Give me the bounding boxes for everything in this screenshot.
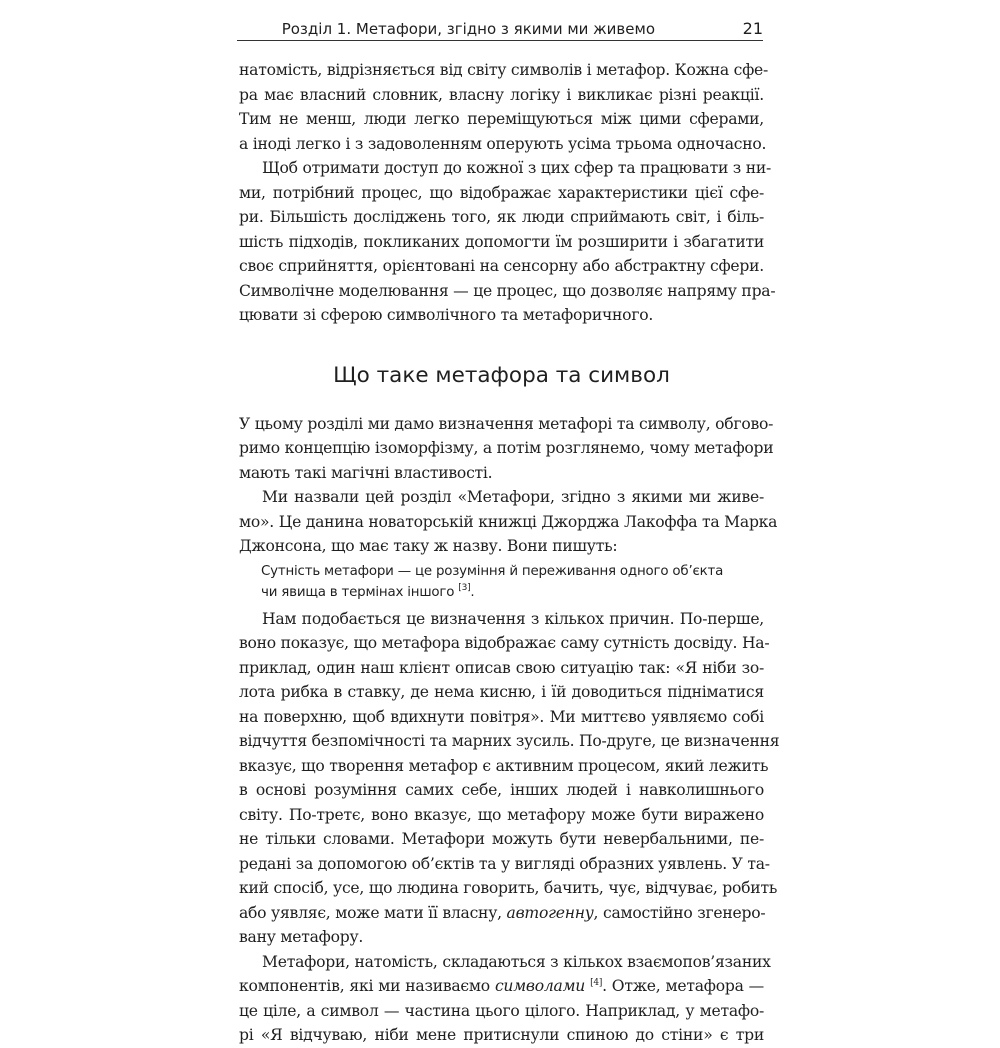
running-title: Розділ 1. Метафори, згідно з якими ми живемо [281, 20, 655, 38]
text-line: ри. Більшість досліджень того, як люди сприймають світ, і біль- [239, 208, 764, 226]
text-line: Тим не менш, люди легко переміщуються між цими сферами, [239, 110, 764, 128]
quote-text: чи явища в термінах іншого [261, 584, 455, 600]
page-number: 21 [742, 19, 763, 38]
text-line: на поверхню, щоб вдихнути повітря». Ми миттєво уявляємо собі [239, 707, 764, 726]
text-line: У цьому розділі ми дамо визначення метафорі та символу, обгово- [239, 414, 774, 433]
italic-term: автогенну [506, 903, 594, 922]
text-run: компонентів, які ми називаємо [239, 977, 495, 995]
citation-ref: [3] [458, 582, 471, 593]
text-line: Символічне моделювання — це процес, що дозволяє напряму пра- [239, 281, 776, 300]
text-line: в основі розуміння самих себе, інших людей і навколишнього [239, 781, 764, 799]
paragraph-definition [239, 607, 780, 950]
text-run: , самостійно згенеро- [593, 903, 766, 922]
text-line: приклад, один наш клієнт описав свою ситуацію так: «Я ніби зо- [239, 658, 764, 677]
text-line: мо». Це данина новаторській книжці Джорджа Лакоффа та Марка [239, 512, 778, 531]
text-line: кий спосіб, усе, що людина говорить, бачить, чує, відчуває, робить [239, 879, 778, 897]
text-line: Щоб отримати доступ до кожної з цих сфер та працювати з ни- [262, 159, 772, 177]
text-line: ра має власний словник, власну логіку і викликає різні реакції. [239, 85, 764, 104]
text-line: Нам подобається це визначення з кількох причин. По-перше, [262, 609, 764, 628]
text-line: лота рибка в ставку, де нема кисню, і їй доводиться підніматися [239, 683, 764, 701]
text-line: а іноді легко і з задоволенням оперують усіма трьома одночасно. [239, 134, 767, 153]
text-line: редані за допомогою об’єктів та у вигляді образних уявлень. У та- [239, 854, 770, 873]
text-line: Метафори, натомість, складаються з кількох взаємопов’язаних [262, 952, 771, 971]
text-line: не тільки словами. Метафори можуть бути невербальними, пе- [239, 830, 764, 848]
text-line: шість підходів, покликаних допомогти їм розширити і збагатити [239, 232, 764, 251]
text-line [239, 901, 764, 926]
paragraph-lakoff [239, 485, 778, 559]
section-heading: Що таке метафора та символ [333, 362, 670, 388]
text-line [239, 974, 764, 999]
quote-line [261, 582, 764, 603]
italic-term: символами [494, 977, 586, 995]
text-line: вказує, що творення метафор є активним процесом, який лежить [239, 756, 769, 775]
paragraph-section-intro [239, 412, 774, 486]
text-line: воно показує, що метафора відображає саму сутність досвіду. На- [239, 634, 770, 652]
text-run: або уявляє, може мати її власну, [239, 903, 507, 922]
text-line: своє сприйняття, орієнтовані на сенсорну або абстрактну сфери. [239, 257, 764, 275]
text-line: Ми назвали цей розділ «Метафори, згідно з якими ми живе- [262, 488, 764, 506]
text-line: Джонсона, що має таку ж назву. Вони пишуть: [239, 537, 618, 555]
text-line: вану метафору. [239, 928, 364, 946]
paragraph-access [239, 156, 776, 328]
text-line: рі «Я відчуваю, ніби мене притиснули спиною до стіни» є три [239, 1026, 764, 1044]
paragraph-symbols [239, 950, 771, 1048]
quote-end: . [470, 584, 475, 600]
text-run: . Отже, метафора — [602, 977, 764, 995]
text-line: цювати зі сферою символічного та метафоричного. [239, 306, 654, 324]
text-line: натомість, відрізняється від світу символів і метафор. Кожна сфе- [239, 61, 769, 79]
citation-ref: [4] [590, 978, 603, 988]
running-header [237, 14, 763, 41]
text-line: ми, потрібний процес, що відображає характеристики цієї сфе- [239, 183, 764, 202]
text-line: римо концепцію ізоморфізму, а потім розглянемо, чому метафори [239, 439, 774, 457]
quote-line: Сутність метафори — це розуміння й переживання одного об’єкта [261, 563, 724, 579]
text-line: це ціле, а символ — частина цього цілого. Наприклад, у метафо- [239, 1001, 764, 1020]
text-line: мають такі магічні властивості. [239, 463, 493, 482]
text-line: світу. По-третє, воно вказує, що метафору може бути виражено [239, 805, 764, 824]
paragraph-spheres [239, 58, 769, 156]
page-body [239, 58, 780, 1048]
block-quote [261, 561, 764, 603]
text-line: відчуття безпомічності та марних зусиль. По-друге, це визначення [239, 732, 780, 750]
